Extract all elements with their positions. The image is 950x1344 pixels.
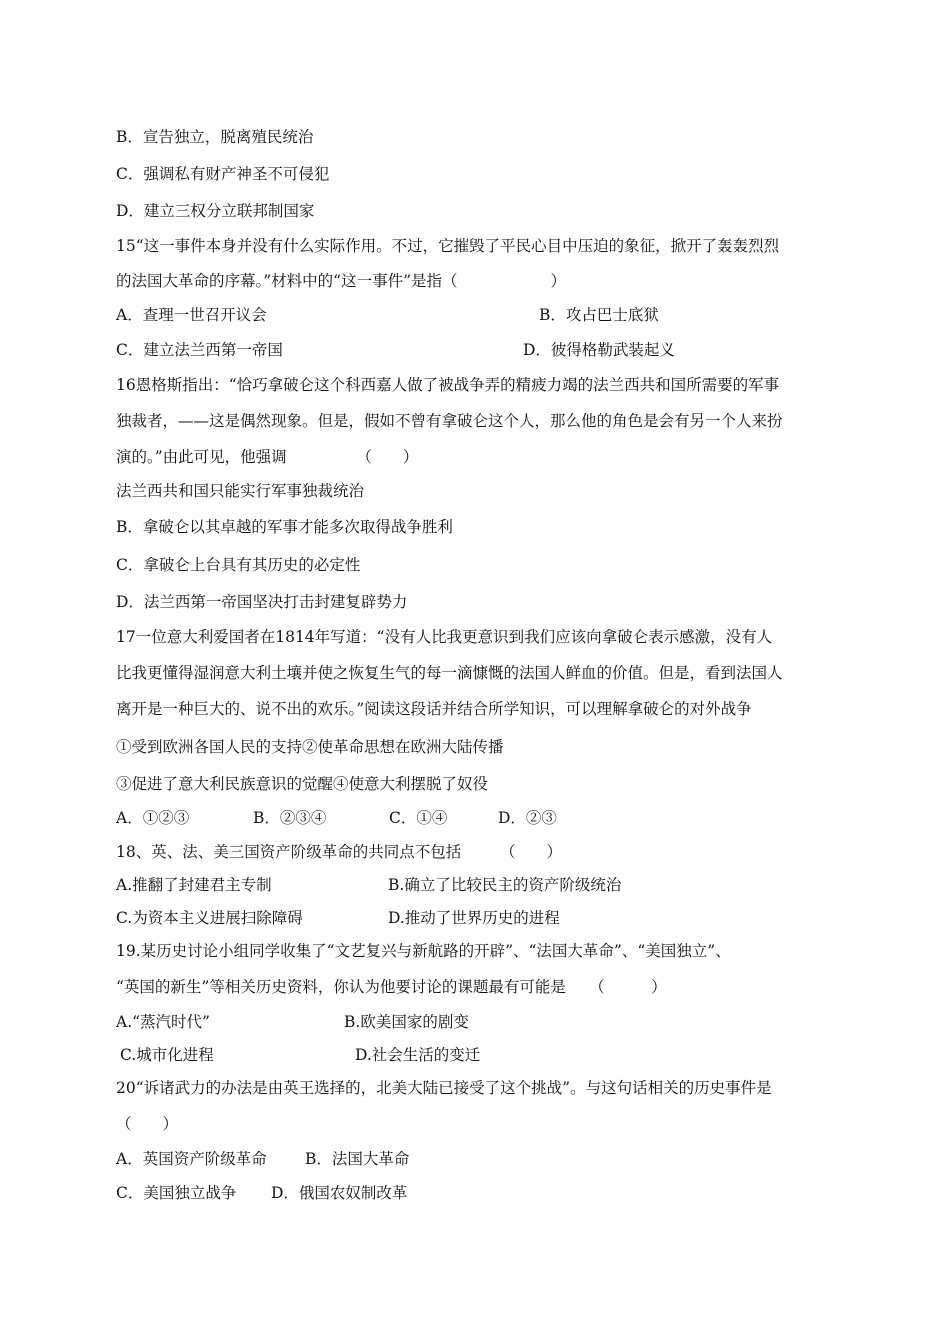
q15-option-c: C．建立法兰西第一帝国: [116, 341, 283, 359]
q20-stem-line-2: （ ）: [116, 1115, 179, 1133]
q17-option-d: D．②③: [498, 809, 557, 827]
q19-stem-line-1: 19.某历史讨论小组同学收集了“文艺复兴与新航路的开辟”、“法国大革命”、“美国独立”、: [116, 942, 731, 960]
q18-option-b: B.确立了比较民主的资产阶级统治: [388, 876, 622, 894]
q17-option-c: C．①④: [389, 809, 448, 827]
q15-option-d: D．彼得格勒武装起义: [523, 341, 675, 359]
q20-option-b: B．法国大革命: [305, 1150, 410, 1168]
q14-option-b: B．宣告独立，脱离殖民统治: [116, 128, 314, 146]
q15-stem-line-1: 15“这一事件本身并没有什么实际作用。不过，它摧毁了平民心目中压迫的象征，掀开了轰轰烈烈: [116, 237, 780, 255]
q17-item-line-1: ①受到欧洲各国人民的支持②使革命思想在欧洲大陆传播: [116, 738, 504, 756]
q14-option-d: D．建立三权分立联邦制国家: [116, 202, 315, 220]
q17-stem-line-2: 比我更懂得湿润意大利土壤并使之恢复生气的每一滴慷慨的法国人鲜血的价值。但是，看到法国人: [116, 664, 783, 682]
q19-option-b: B.欧美国家的剧变: [344, 1013, 469, 1031]
q16-stem-line-3: 演的。”由此可见，他强调 （ ）: [116, 448, 419, 466]
q17-option-b: B．②③④: [253, 809, 327, 827]
q20-stem-line-1: 20“诉诸武力的办法是由英王选择的，北美大陆已接受了这个挑战”。与这句话相关的历史事件是: [116, 1079, 772, 1097]
q19-stem-line-2: “英国的新生”等相关历史资料，你认为他要讨论的课题最有可能是 （ ）: [116, 978, 667, 996]
q15-option-a: A．查理一世召开议会: [116, 306, 267, 324]
q17-stem-line-1: 17一位意大利爱国者在1814年写道：“没有人比我更意识到我们应该向拿破仑表示感激，没有人: [116, 628, 773, 646]
q15-option-b: B．攻占巴士底狱: [539, 306, 659, 324]
q20-option-d: D．俄国农奴制改革: [271, 1184, 408, 1202]
q18-option-d: D.推动了世界历史的进程: [388, 909, 560, 927]
q19-option-d: D.社会生活的变迁: [355, 1046, 481, 1064]
q18-option-a: A.推翻了封建君主专制: [116, 876, 272, 894]
q16-stem-line-1: 16恩格斯指出：“恰巧拿破仑这个科西嘉人做了被战争弄的精疲力竭的法兰西共和国所需要的军事: [116, 376, 780, 394]
q17-stem-line-3: 离开是一种巨大的、说不出的欢乐。”阅读这段话并结合所学知识，可以理解拿破仑的对外战争: [116, 700, 752, 718]
q16-option-d: D．法兰西第一帝国坚决打击封建复辟势力: [116, 593, 408, 611]
q19-option-c: C.城市化进程: [120, 1046, 214, 1064]
q16-option-b: B．拿破仑以其卓越的军事才能多次取得战争胜利: [116, 518, 453, 536]
q17-item-line-2: ③促进了意大利民族意识的觉醒④使意大利摆脱了奴役: [116, 775, 489, 793]
q17-option-a: A．①②③: [116, 809, 190, 827]
q16-stem-line-2: 独裁者，——这是偶然现象。但是，假如不曾有拿破仑这个人，那么他的角色是会有另一个人来扮: [116, 412, 783, 430]
q15-stem-line-2: 的法国大革命的序幕。”材料中的“这一事件”是指（ ）: [116, 272, 567, 290]
q16-option-c: C．拿破仑上台具有其历史的必定性: [116, 556, 361, 574]
q16-option-a: 法兰西共和国只能实行军事独裁统治: [116, 482, 365, 500]
q19-option-a: A.“蒸汽时代”: [116, 1013, 210, 1031]
q14-option-c: C．强调私有财产神圣不可侵犯: [116, 165, 330, 183]
q20-option-c: C．美国独立战争: [116, 1184, 237, 1202]
q20-option-a: A．英国资产阶级革命: [116, 1150, 267, 1168]
q18-stem: 18、英、法、美三国资产阶级革命的共同点不包括 （ ）: [116, 843, 562, 861]
q18-option-c: C.为资本主义进展扫除障碍: [116, 909, 303, 927]
